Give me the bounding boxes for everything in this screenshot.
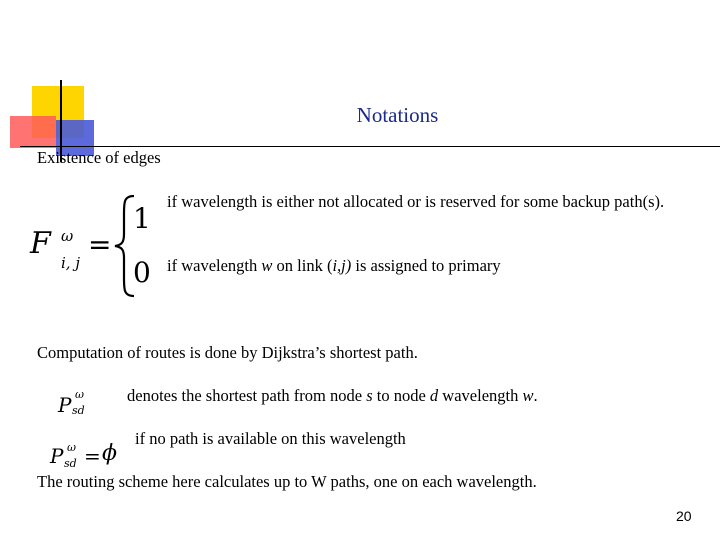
definition-var-w: w	[522, 386, 534, 405]
null-symbol-superscript: ω	[67, 441, 76, 454]
section-heading-routes: Computation of routes is done by Dijkstra’s shortest path.	[37, 343, 418, 362]
condition-var-w: w	[261, 256, 273, 275]
formula-equals: =	[88, 228, 112, 261]
path-symbol-base: P	[58, 393, 72, 417]
null-symbol-base: P	[50, 444, 64, 468]
path-symbol-subscript: sd	[72, 404, 85, 417]
path-symbol-superscript: ω	[75, 388, 84, 401]
title-divider	[20, 146, 720, 147]
condition-primary	[167, 256, 501, 276]
null-path-text: if no path is available on this wavelength	[135, 429, 406, 448]
formula-superscript: ω	[61, 227, 74, 245]
definition-text-c: wavelength	[438, 386, 523, 405]
definition-text-d: .	[533, 386, 538, 405]
null-symbol-equals: =	[84, 444, 101, 468]
null-symbol-phi: ϕ	[102, 441, 117, 466]
definition-text-b: to node	[372, 386, 430, 405]
routing-summary: The routing scheme here calculates up to W paths, one on each wavelength.	[37, 472, 537, 491]
definition-var-d: d	[429, 386, 439, 405]
definition-text-a: denotes the shortest path from node	[127, 386, 367, 405]
definition-var-s: s	[366, 386, 373, 405]
path-definition	[127, 386, 538, 406]
formula-value-1: 1	[133, 202, 151, 235]
formula-lhs: F	[30, 226, 51, 261]
condition-text-b: on link (	[272, 256, 333, 275]
condition-var-ij: i,j)	[332, 256, 352, 275]
condition-text-c: is assigned to primary	[351, 256, 501, 275]
null-symbol-subscript: sd	[64, 457, 77, 470]
slide-title: Notations	[356, 103, 439, 127]
condition-allocated: if wavelength is either not allocated or is reserved for some backup path(s).	[167, 192, 665, 211]
formula-subscript: i, j	[61, 254, 80, 272]
formula-value-0: 0	[133, 256, 151, 289]
page-number: 20	[676, 508, 692, 524]
condition-text-a: if wavelength	[167, 256, 262, 275]
section-heading-edges: Existence of edges	[37, 148, 161, 167]
